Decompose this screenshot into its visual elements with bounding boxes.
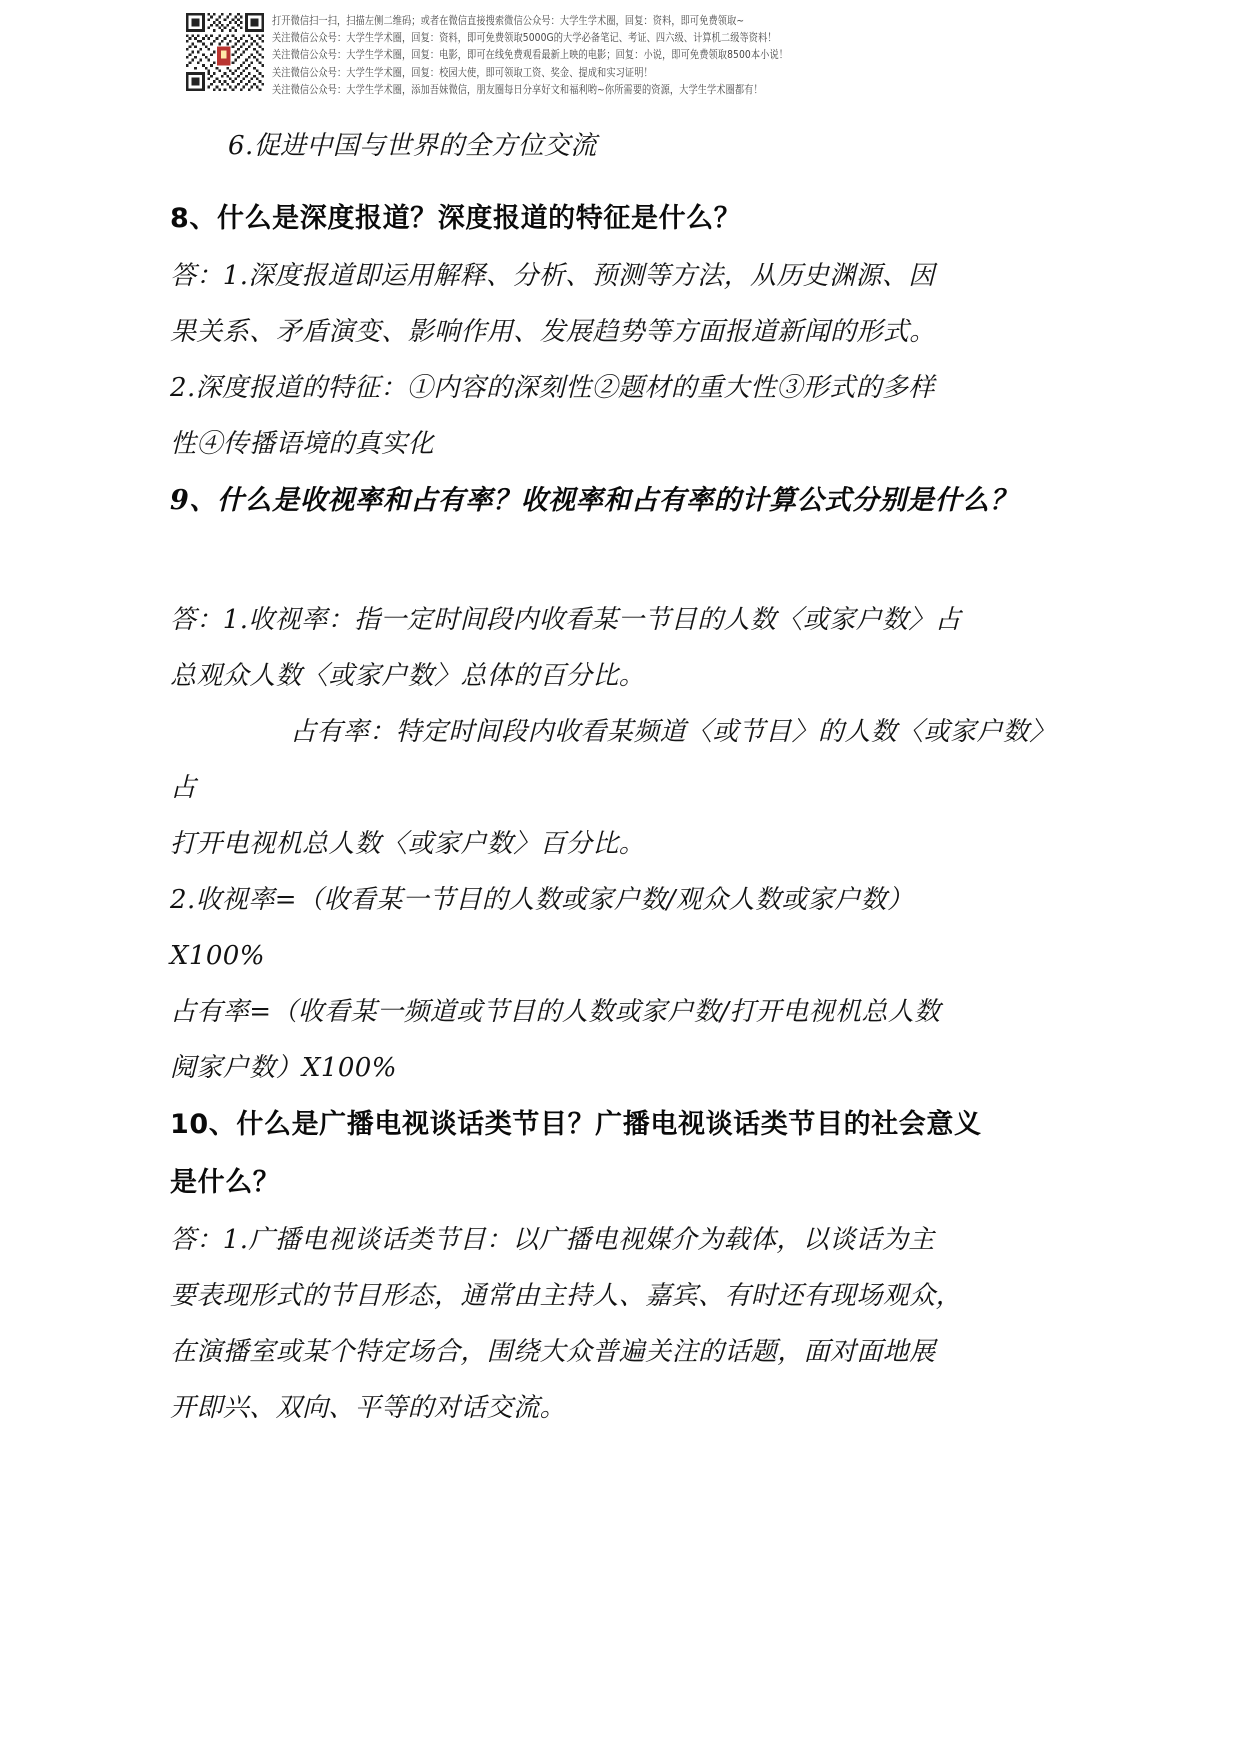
question-10-block <box>0 1096 1240 1436</box>
carryover-list-item: 6.促进中国与世界的全方位交流 <box>228 131 597 161</box>
question-9-block <box>0 472 1240 1096</box>
wechat-qr-code-icon <box>186 8 264 96</box>
document-body <box>0 118 1240 1436</box>
question-9-heading: 9、什么是收视率和占有率？收视率和占有率的计算公式分别是什么？ <box>170 485 1018 516</box>
spacer <box>170 530 1068 592</box>
promo-watermark-block <box>186 8 1066 100</box>
question-8-answer-line-4: 性④传播语境的真实化 <box>170 429 435 459</box>
promo-line-1: 打开微信扫一扫，扫描左侧二维码；或者在微信直接搜索微信公众号：大学生学术圈，回复：资料，即可免费领取~ <box>272 14 745 28</box>
question-9-answer-line-6: X100% <box>170 941 265 971</box>
question-8-block <box>0 190 1240 472</box>
question-9-answer-line-3: 占有率：特定时间段内收看某频道〈或节目〉的人数〈或家户数〉占 <box>170 717 1056 803</box>
question-9-answer-line-5: 2.收视率=（收看某一节目的人数或家户数/观众人数或家户数） <box>170 885 914 915</box>
question-10-heading-line-1: 10、什么是广播电视谈话类节目？广播电视谈话类节目的社会意义 <box>170 1109 982 1140</box>
question-9-answer-line-8: 阋家户数）X100% <box>170 1053 397 1083</box>
question-10-answer-line-2: 要表现形式的节目形态，通常由主持人、嘉宾、有时还有现场观众， <box>170 1281 963 1311</box>
question-8-heading: 8、什么是深度报道？深度报道的特征是什么？ <box>170 203 742 234</box>
question-8-answer-line-1: 答：1.深度报道即运用解释、分析、预测等方法，从历史渊源、因 <box>170 261 935 291</box>
promo-line-4: 关注微信公众号：大学生学术圈，回复：校园大使，即可领取工资、奖金、提成和实习证明！ <box>272 66 653 80</box>
question-8-answer-line-3: 2.深度报道的特征：①内容的深刻性②题材的重大性③形式的多样 <box>170 373 935 403</box>
question-10-answer-line-1: 答：1.广播电视谈话类节目：以广播电视媒介为载体，以谈话为主 <box>170 1225 935 1255</box>
question-9-answer-line-4: 打开电视机总人数〈或家户数〉百分比。 <box>170 829 646 859</box>
question-10-answer-line-4: 开即兴、双向、平等的对话交流。 <box>170 1393 567 1423</box>
qr-code-wrapper <box>186 8 264 96</box>
question-9-answer-line-7: 占有率=（收看某一频道或节目的人数或家户数/打开电视机总人数 <box>170 997 941 1027</box>
promo-line-5: 关注微信公众号：大学生学术圈，添加吾妹微信，朋友圈每日分享好文和福利哟~你所需要的资源，大学生学术圈都有！ <box>272 83 763 97</box>
promo-line-2: 关注微信公众号：大学生学术圈，回复：资料，即可免费领取5000G的大学必备笔记、考证、四六级、计算机二级等资料！ <box>272 31 777 45</box>
question-8-answer-line-2: 果关系、矛盾演变、影响作用、发展趋势等方面报道新闻的形式。 <box>170 317 936 347</box>
question-10-heading-line-2: 是什么？ <box>170 1167 281 1198</box>
question-9-answer-line-2: 总观众人数〈或家户数〉总体的百分比。 <box>170 661 646 691</box>
carryover-list-item-block <box>0 118 1240 174</box>
promo-text-lines <box>272 8 1066 97</box>
question-10-answer-line-3: 在演播室或某个特定场合，围绕大众普遍关注的话题，面对面地展 <box>170 1337 936 1367</box>
spacer <box>0 174 1240 190</box>
promo-line-3: 关注微信公众号：大学生学术圈，回复：电影，即可在线免费观看最新上映的电影；回复：小说，即可免费领取8500本小说！ <box>272 48 789 62</box>
question-9-answer-line-1: 答：1.收视率：指一定时间段内收看某一节目的人数〈或家户数〉占 <box>170 605 962 635</box>
